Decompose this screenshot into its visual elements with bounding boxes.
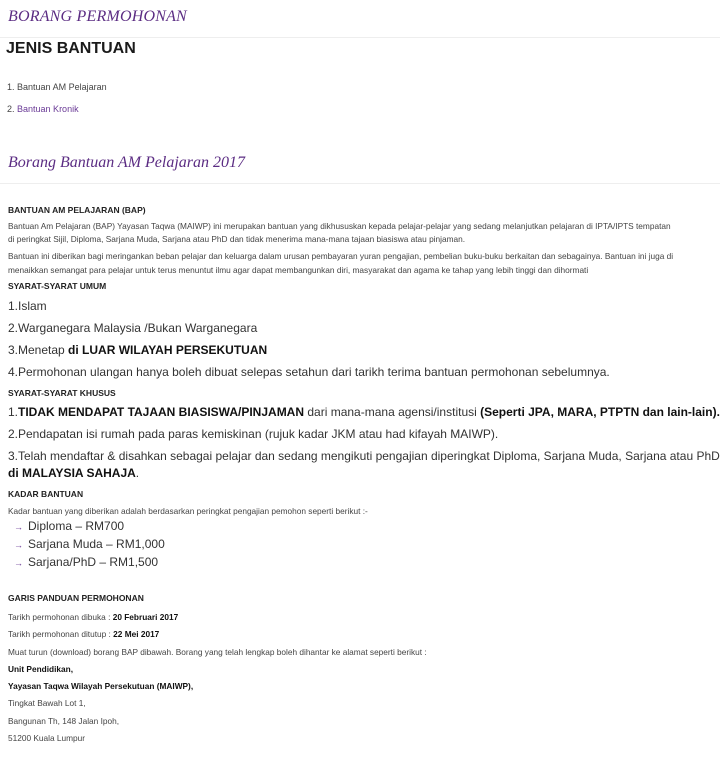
khusus-item-3-end: .	[135, 466, 140, 480]
tarikh-dibuka-label: Tarikh permohonan dibuka :	[8, 612, 113, 622]
bap-para1-line1: Bantuan Am Pelajaran (BAP) Yayasan Taqwa (MAIWP) ini merupakan bantuan yang dikhususkan kepada pelajar-pelajar yang sedang melanjutkan pelajaran di IPTA/IPTS tempatan	[8, 221, 671, 231]
khusus-item-1-num: 1.	[8, 405, 19, 419]
bap-heading: BANTUAN AM PELAJARAN (BAP)	[8, 205, 146, 215]
khusus-item-1-text: dari mana-mana agensi/institusi	[304, 405, 481, 419]
tarikh-dibuka	[8, 612, 178, 622]
arrow-right-icon: →	[14, 558, 23, 568]
tarikh-ditutup	[8, 629, 159, 639]
bap-para1-line2: di peringkat Sijil, Diploma, Sarjana Muda, Sarjana atau PhD dan tidak menerima mana-mana tajaan biasiswa atau pinjaman.	[8, 234, 466, 244]
umum-item-3	[8, 343, 267, 357]
khusus-item-1	[8, 405, 720, 419]
jenis-item-label: Bantuan AM Pelajaran	[17, 82, 107, 92]
umum-item-3-bold: di LUAR WILAYAH PERSEKUTUAN	[68, 343, 268, 357]
rate-label: Sarjana Muda – RM1,000	[28, 537, 165, 551]
umum-item-2: 2.Warganegara Malaysia /Bukan Warganegara	[8, 321, 258, 335]
khusus-item-3-line2	[8, 466, 139, 480]
address-line-5: 51200 Kuala Lumpur	[8, 733, 86, 743]
download-instruction: Muat turun (download) borang BAP dibawah. Borang yang telah lengkap boleh dihantar ke alamat seperti berikut :	[8, 647, 427, 657]
khusus-item-1-bold: TIDAK MENDAPAT TAJAAN BIASISWA/PINJAMAN	[18, 405, 305, 419]
rate-label: Diploma – RM700	[28, 519, 125, 533]
tarikh-dibuka-value: 20 Februari 2017	[112, 612, 179, 622]
arrow-right-icon: →	[14, 522, 23, 532]
list-number: 2.	[7, 104, 15, 114]
tarikh-ditutup-value: 22 Mei 2017	[113, 629, 160, 639]
kadar-intro: Kadar bantuan yang diberikan adalah berdasarkan peringkat pengajian pemohon seperti berikut :-	[8, 506, 368, 516]
address-org: Yayasan Taqwa Wilayah Persekutuan (MAIWP),	[8, 681, 194, 691]
bap-para2-line1: Bantuan ini diberikan bagi meringankan beban pelajar dan keluarga dalam urusan pembayaran yuran pengajian, pembelian buku-buku berkaitan dan sebagainya. Bantuan ini juga di	[8, 251, 674, 261]
rate-item-sarjana-phd	[14, 555, 158, 569]
address-line-4: Bangunan Th, 148 Jalan Ipoh,	[8, 716, 120, 726]
address-line-2	[8, 681, 193, 691]
garis-panduan-heading: GARIS PANDUAN PERMOHONAN	[8, 593, 144, 603]
umum-item-3-text: 3.Menetap	[8, 343, 69, 357]
rate-label: Sarjana/PhD – RM1,500	[28, 555, 159, 569]
rate-item-diploma	[14, 519, 124, 533]
jenis-bantuan-heading: JENIS BANTUAN	[6, 40, 136, 57]
syarat-khusus-heading: SYARAT-SYARAT KHUSUS	[8, 388, 116, 398]
tarikh-ditutup-label: Tarikh permohonan ditutup :	[8, 629, 114, 639]
arrow-right-icon: →	[14, 540, 23, 550]
section-title: Borang Bantuan AM Pelajaran 2017	[8, 154, 246, 171]
umum-item-1: 1.Islam	[8, 299, 47, 313]
umum-item-4: 4.Permohonan ulangan hanya boleh dibuat selepas setahun dari tarikh terima bantuan permohonan sebelumnya.	[8, 365, 610, 379]
bap-para2-line2: menaikkan semangat para pelajar untuk terus menuntut ilmu agar dapat membangunkan diri, masyarakat dan agama ke tahap yang lebih tinggi dan dihormati	[8, 265, 589, 275]
khusus-item-1-bold2: (Seperti JPA, MARA, PTPTN dan lain-lain).	[480, 405, 720, 419]
bantuan-kronik-link[interactable]: Bantuan Kronik	[17, 104, 79, 114]
syarat-umum-heading: SYARAT-SYARAT UMUM	[8, 281, 107, 291]
khusus-item-2: 2.Pendapatan isi rumah pada paras kemiskinan (rujuk kadar JKM atau had kifayah MAIWP).	[8, 427, 499, 441]
address-unit: Unit Pendidikan,	[8, 664, 73, 674]
kadar-heading: KADAR BANTUAN	[8, 489, 84, 499]
khusus-item-3-bold: di MALAYSIA SAHAJA	[8, 466, 136, 480]
address-line-1	[8, 664, 73, 674]
address-line-3: Tingkat Bawah Lot 1,	[8, 698, 86, 708]
rate-item-sarjana-muda	[14, 537, 165, 551]
page-title: BORANG PERMOHONAN	[8, 8, 187, 25]
khusus-item-3-line1: 3.Telah mendaftar & disahkan sebagai pelajar dan sedang mengikuti pengajian diperingkat Diploma, Sarjana Muda, Sarjana atau PhD	[8, 449, 720, 463]
list-number: 1.	[7, 82, 15, 92]
